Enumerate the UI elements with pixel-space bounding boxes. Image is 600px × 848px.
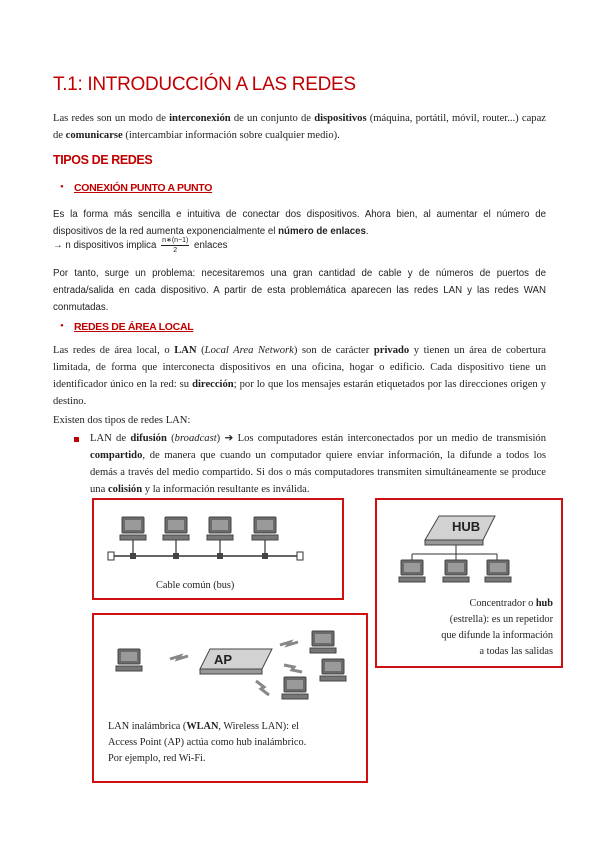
hub-diagram [377, 500, 561, 590]
page-title: T.1: INTRODUCCIÓN A LAS REDES [53, 74, 356, 95]
wlan-figure [92, 613, 368, 783]
hub-figure [375, 498, 563, 668]
punto-paragraph-1: Es la forma más sencilla e intuitiva de conectar dos dispositivos. Ahora bien, al aumentar el número de dispositivos de la red aumenta exponencialmente el número de enlaces. [53, 209, 546, 237]
types-heading: TIPOS DE REDES [53, 153, 153, 167]
local-paragraph-1: Las redes de área local, o LAN (Local Area Network) son de carácter privado y tienen un área de cobertura limitada, de forma que interconecta dispositivos en una oficina, hogar o edificio. Cada dispositivo tiene un identificador único en la red: su dirección; por lo que los mensajes estarán etiquetados por las direcciones origen y destino. [53, 345, 546, 407]
broadcast-item: LAN de difusión (broadcast) ➔ Los computadores están interconectados por un medio de transmisión compartido, de manera que cuando un computador quiere enviar información, la difunde a todos los demás a través del medio compartido. Si dos o más computadores transmiten simultáneamente se produce una colisión y la información resultante es inválida. [90, 433, 546, 495]
ap-label: AP [214, 652, 233, 667]
intro-paragraph: Las redes son un modo de interconexión de un conjunto de dispositivos (máquina, portátil, móvil, router...) capaz de comunicarse (intercambiar información sobre cualquier medio). [53, 113, 546, 141]
punto-heading: CONEXIÓN PUNTO A PUNTO [74, 182, 213, 194]
local-heading: REDES DE ÁREA LOCAL [74, 321, 194, 333]
bullet: • [60, 320, 64, 332]
link-formula: → n dispositivos implica $\frac{n∗(n-1)}{2}$ enlaces [53, 237, 228, 254]
wlan-caption: LAN inalámbrica (WLAN, Wireless LAN): el Access Point (AP) actúa como hub inalámbrico. Por ejemplo, red Wi-Fi. [108, 721, 307, 764]
hub-caption: Concentrador o hub (estrella): es un repetidor que difunde la información a todas las salidas [441, 598, 553, 657]
bus-caption: Cable común (bus) [156, 580, 235, 591]
hub-label: HUB [452, 519, 481, 534]
bullet: • [60, 181, 64, 193]
bus-figure [92, 498, 344, 600]
local-paragraph-2: Existen dos tipos de redes LAN: [53, 415, 191, 426]
punto-paragraph-2: Por tanto, surge un problema: necesitaremos una gran cantidad de cable y de números de puertos de entrada/salida en cada dispositivo. A partir de esta problemática aparecen las redes LAN y las redes WAN conmutadas. [53, 268, 546, 313]
square-bullet-icon [74, 437, 79, 442]
formula-numerator: n∗(n−1) [162, 237, 189, 244]
formula-denominator: 2 [173, 247, 178, 254]
